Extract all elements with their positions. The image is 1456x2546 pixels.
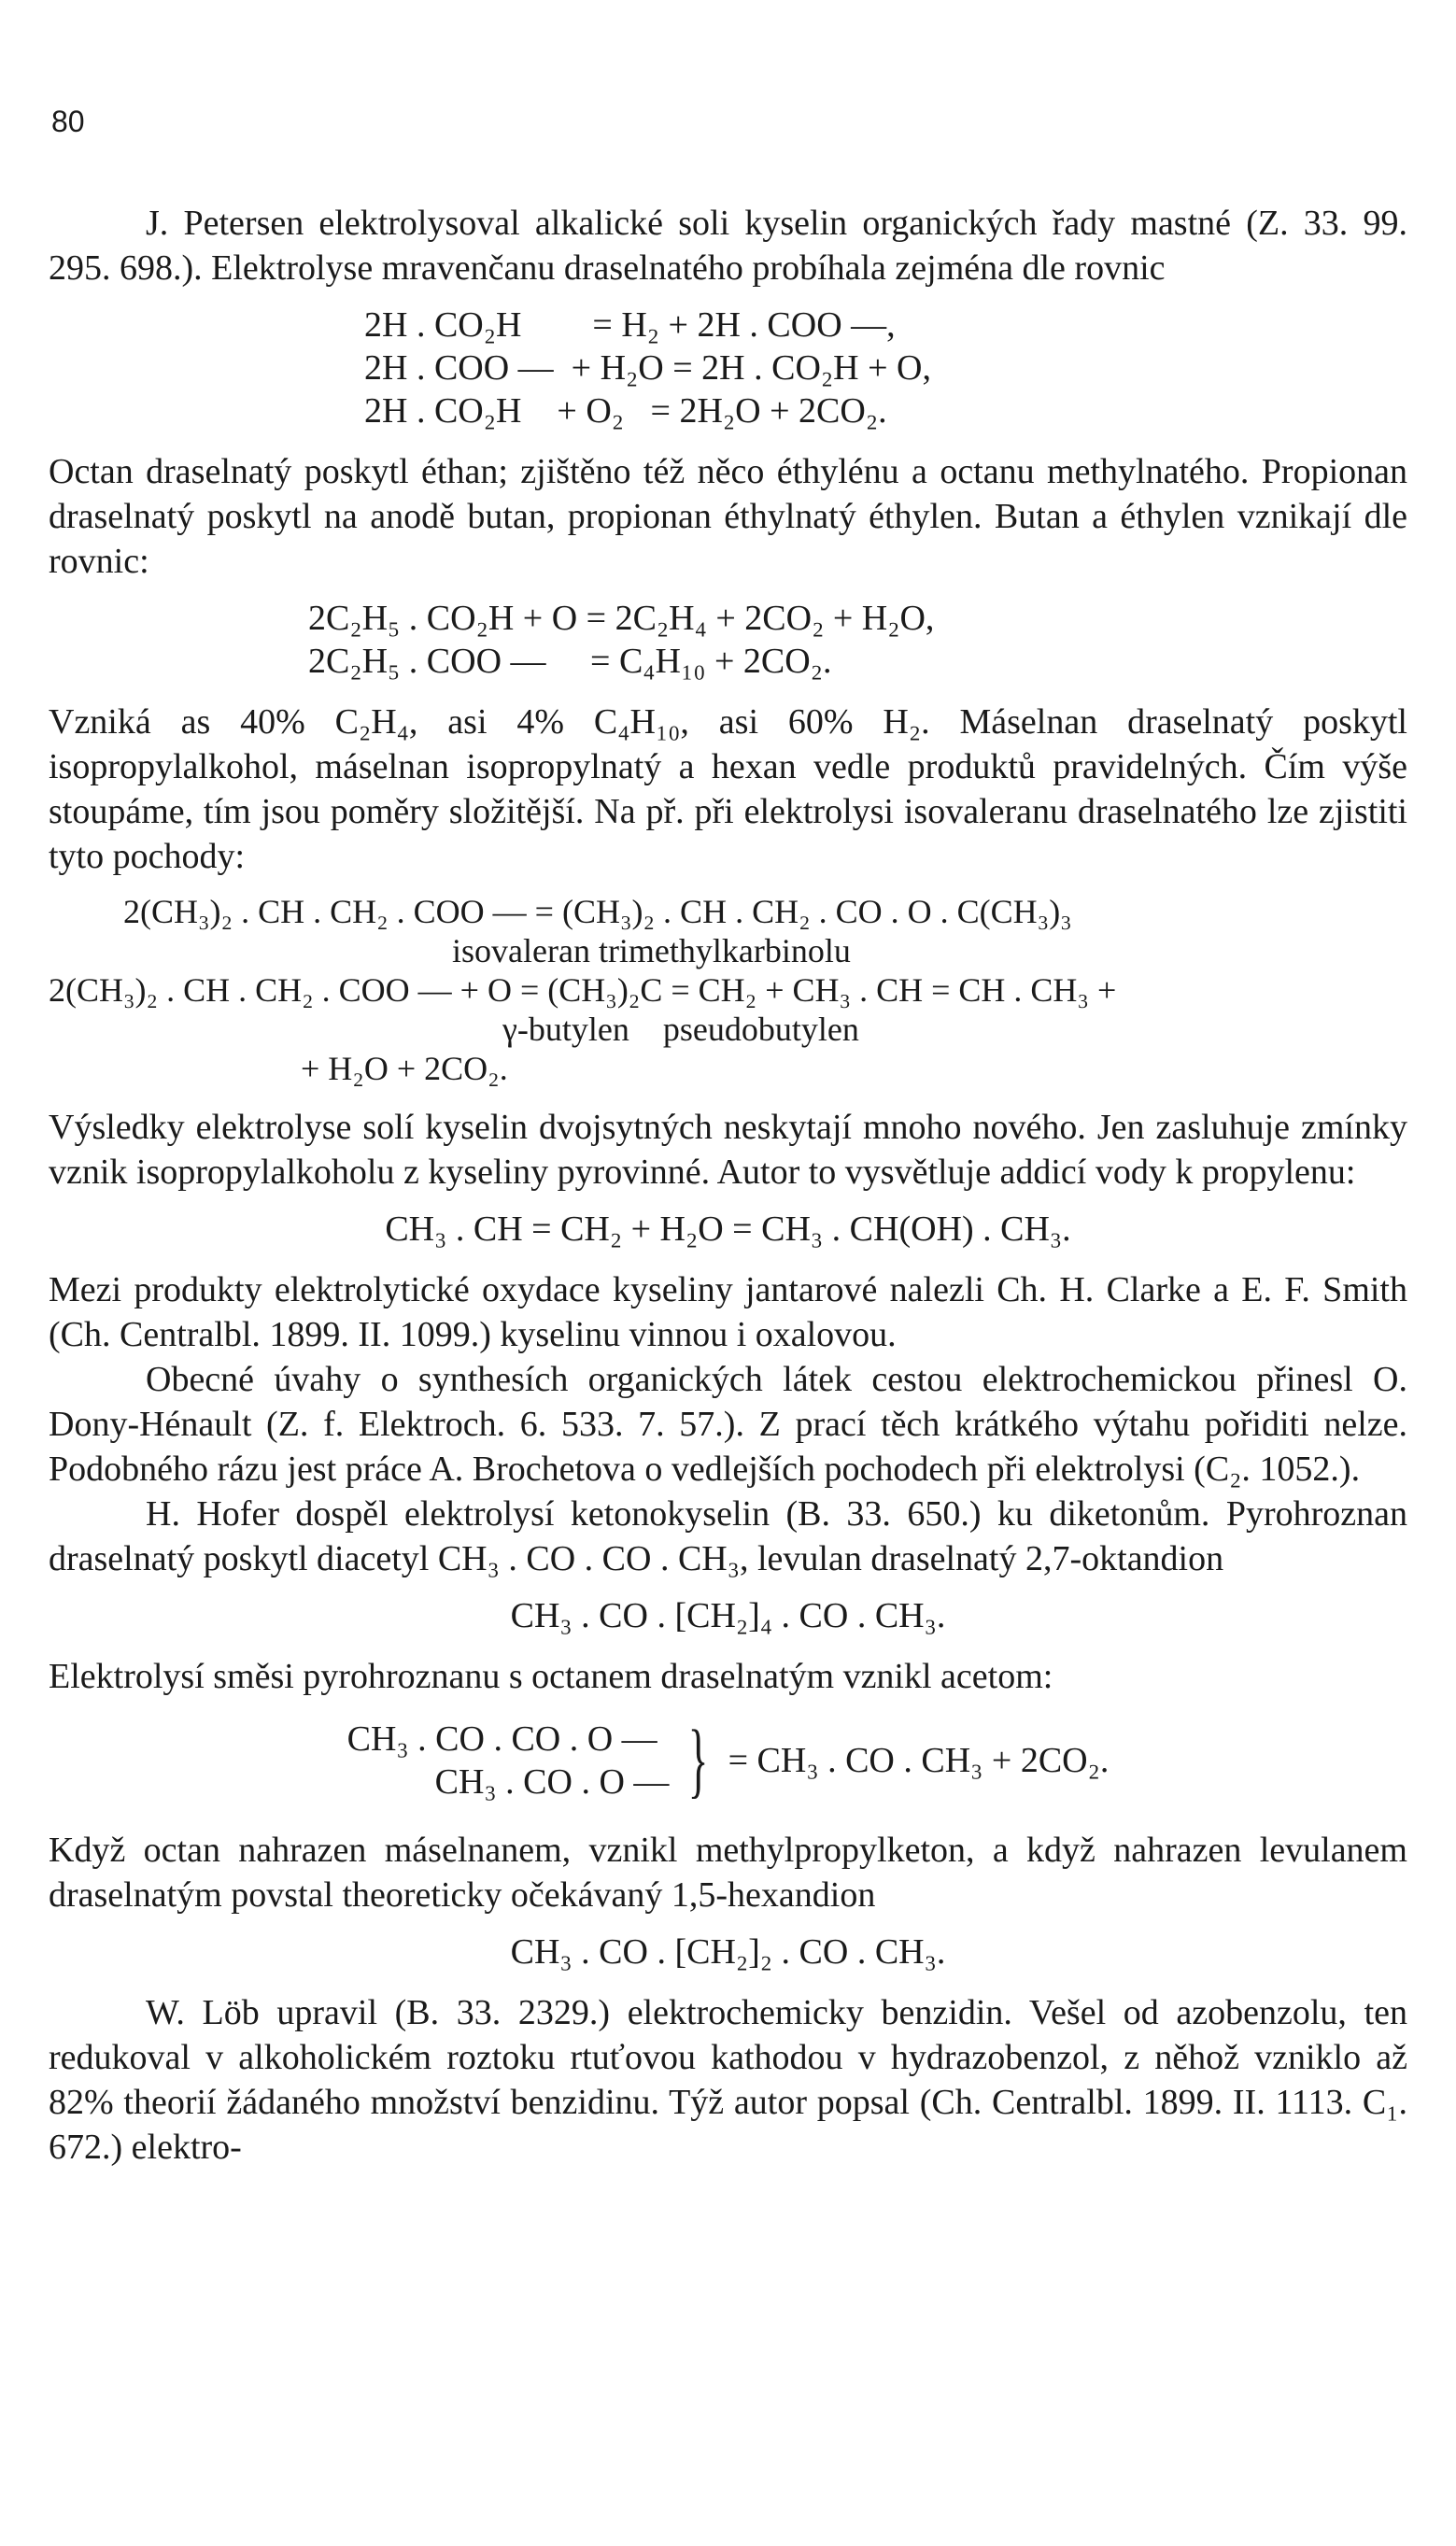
equation-products: = CH₃ . CO . CH₃ + 2CO₂.	[728, 1741, 1110, 1780]
paragraph-isovalerate: Vzniká as 40% C₂H₄, asi 4% C₄H₁₀, asi 60% H₂. Máselnan draselnatý poskytl isopropylalkohol, máselnan isopropylnatý a hexan vedle produktů pravidelných. Čím výše stoupáme, tím jsou poměry složitější. Na př. při elektrolysi isovaleranu draselnatého lze zjistiti tyto pochody:	[49, 702, 1407, 876]
equation-line: 2(CH₃)₂ . CH . CH₂ . COO — = (CH₃)₂ . CH . CH₂ . CO . O . C(CH₃)₃	[123, 893, 1072, 930]
paragraph-clarke-smith: Mezi produkty elektrolytické oxydace kyseliny jantarové nalezli Ch. H. Clarke a E. F. Smith (Ch. Centralbl. 1899. II. 1099.) kyselinu vinnou i oxalovou.	[49, 1270, 1407, 1354]
equation-line: 2(CH₃)₂ . CH . CH₂ . COO — + O = (CH₃)₂C = CH₂ + CH₃ . CH = CH . CH₃ +	[49, 971, 1117, 1009]
equation-label: isovaleran trimethylkarbinolu	[49, 932, 851, 969]
equation-reactants	[347, 1718, 670, 1803]
paragraph-hexandion: Když octan nahrazen máselnanem, vznikl methylpropylketon, a když nahrazen levulanem draselnatým povstal theoreticky očekávaný 1,5-hexandion	[49, 1831, 1407, 1915]
equation-propylene: CH₃ . CH = CH₂ + H₂O = CH₃ . CH(OH) . CH₃.	[385, 1209, 1071, 1249]
paragraph-acetate: Octan draselnatý poskytl éthan; zjištěno též něco éthylénu a octanu methylnatého. Propionan draselnatý poskytl na anodě butan, propionan éthylnatý éthylen. Butan a éthylen vznikají dle rovnic:	[49, 452, 1407, 581]
page-body	[49, 201, 1407, 2170]
paragraph-acetone: Elektrolysí směsi pyrohroznanu s octanem draselnatým vznikl acetom:	[49, 1657, 1053, 1696]
paragraph-dony-henault: Obecné úvahy o synthesích organických látek cestou elektrochemickou přinesl O. Dony-Hénault (Z. f. Elektroch. 6. 533. 7. 57.). Z prací těch krátkého výtahu pořiditi nelze. Podobného rázu jest práce A. Brochetova o vedlejších pochodech při elektrolysi (C₂. 1052.).	[49, 1360, 1407, 1489]
paragraph-dibasic: Výsledky elektrolyse solí kyselin dvojsytných neskytají mnoho nového. Jen zasluhuje zmínky vznik isopropylalkoholu z kyseliny pyrovinné. Autor to vysvětluje addicí vody k propylenu:	[49, 1108, 1407, 1192]
equation-hexandion: CH₃ . CO . [CH₂]₂ . CO . CH₃.	[510, 1932, 946, 1972]
reactant-line: CH₃ . CO . CO . O —	[346, 1719, 657, 1759]
paragraph-hofer: H. Hofer dospěl elektrolysí ketonokyselin (B. 33. 650.) ku diketonům. Pyrohroznan draselnatý poskytl diacetyl CH₃ . CO . CO . CH₃, levulan draselnatý 2,7-oktandion	[49, 1494, 1407, 1578]
equation-line: 2C₂H₅ . COO — = C₄H₁₀ + 2CO₂.	[308, 642, 832, 681]
page-number: 80	[51, 105, 85, 138]
equations-formate	[364, 304, 1407, 432]
equation-line: 2H . CO₂H = H₂ + 2H . COO —,	[364, 305, 896, 345]
equation-label: γ-butylen pseudobutylen	[49, 1011, 859, 1048]
equation-line: 2C₂H₅ . CO₂H + O = 2C₂H₄ + 2CO₂ + H₂O,	[308, 599, 935, 638]
paragraph-lob: W. Löb upravil (B. 33. 2329.) elektrochemicky benzidin. Vešel od azobenzolu, ten redukoval v alkoholickém roztoku rtuťovou kathodou v hydrazobenzol, z něhož vzniklo až 82% theorií žádaného množství benzidinu. Týž autor popsal (Ch. Centralbl. 1899. II. 1113. C₁. 672.) elektro-	[49, 1993, 1407, 2167]
equation-line: 2H . COO — + H₂O = 2H . CO₂H + O,	[364, 348, 931, 388]
curly-brace-icon: }	[688, 1714, 709, 1806]
equation-line: + H₂O + 2CO₂.	[49, 1050, 508, 1087]
reactant-line: CH₃ . CO . O —	[434, 1762, 670, 1802]
paragraph-petersen: J. Petersen elektrolysoval alkalické soli kyselin organických řady mastné (Z. 33. 99. 295. 698.). Elektrolyse mravenčanu draselnatého probíhala zejména dle rovnic	[49, 204, 1407, 288]
equation-line: 2H . CO₂H + O₂ = 2H₂O + 2CO₂.	[364, 391, 887, 431]
equation-oktandion: CH₃ . CO . [CH₂]₄ . CO . CH₃.	[510, 1596, 946, 1635]
equation-acetone	[49, 1714, 1407, 1806]
equations-isovalerate	[49, 892, 1407, 1088]
equations-butane	[308, 597, 1407, 683]
